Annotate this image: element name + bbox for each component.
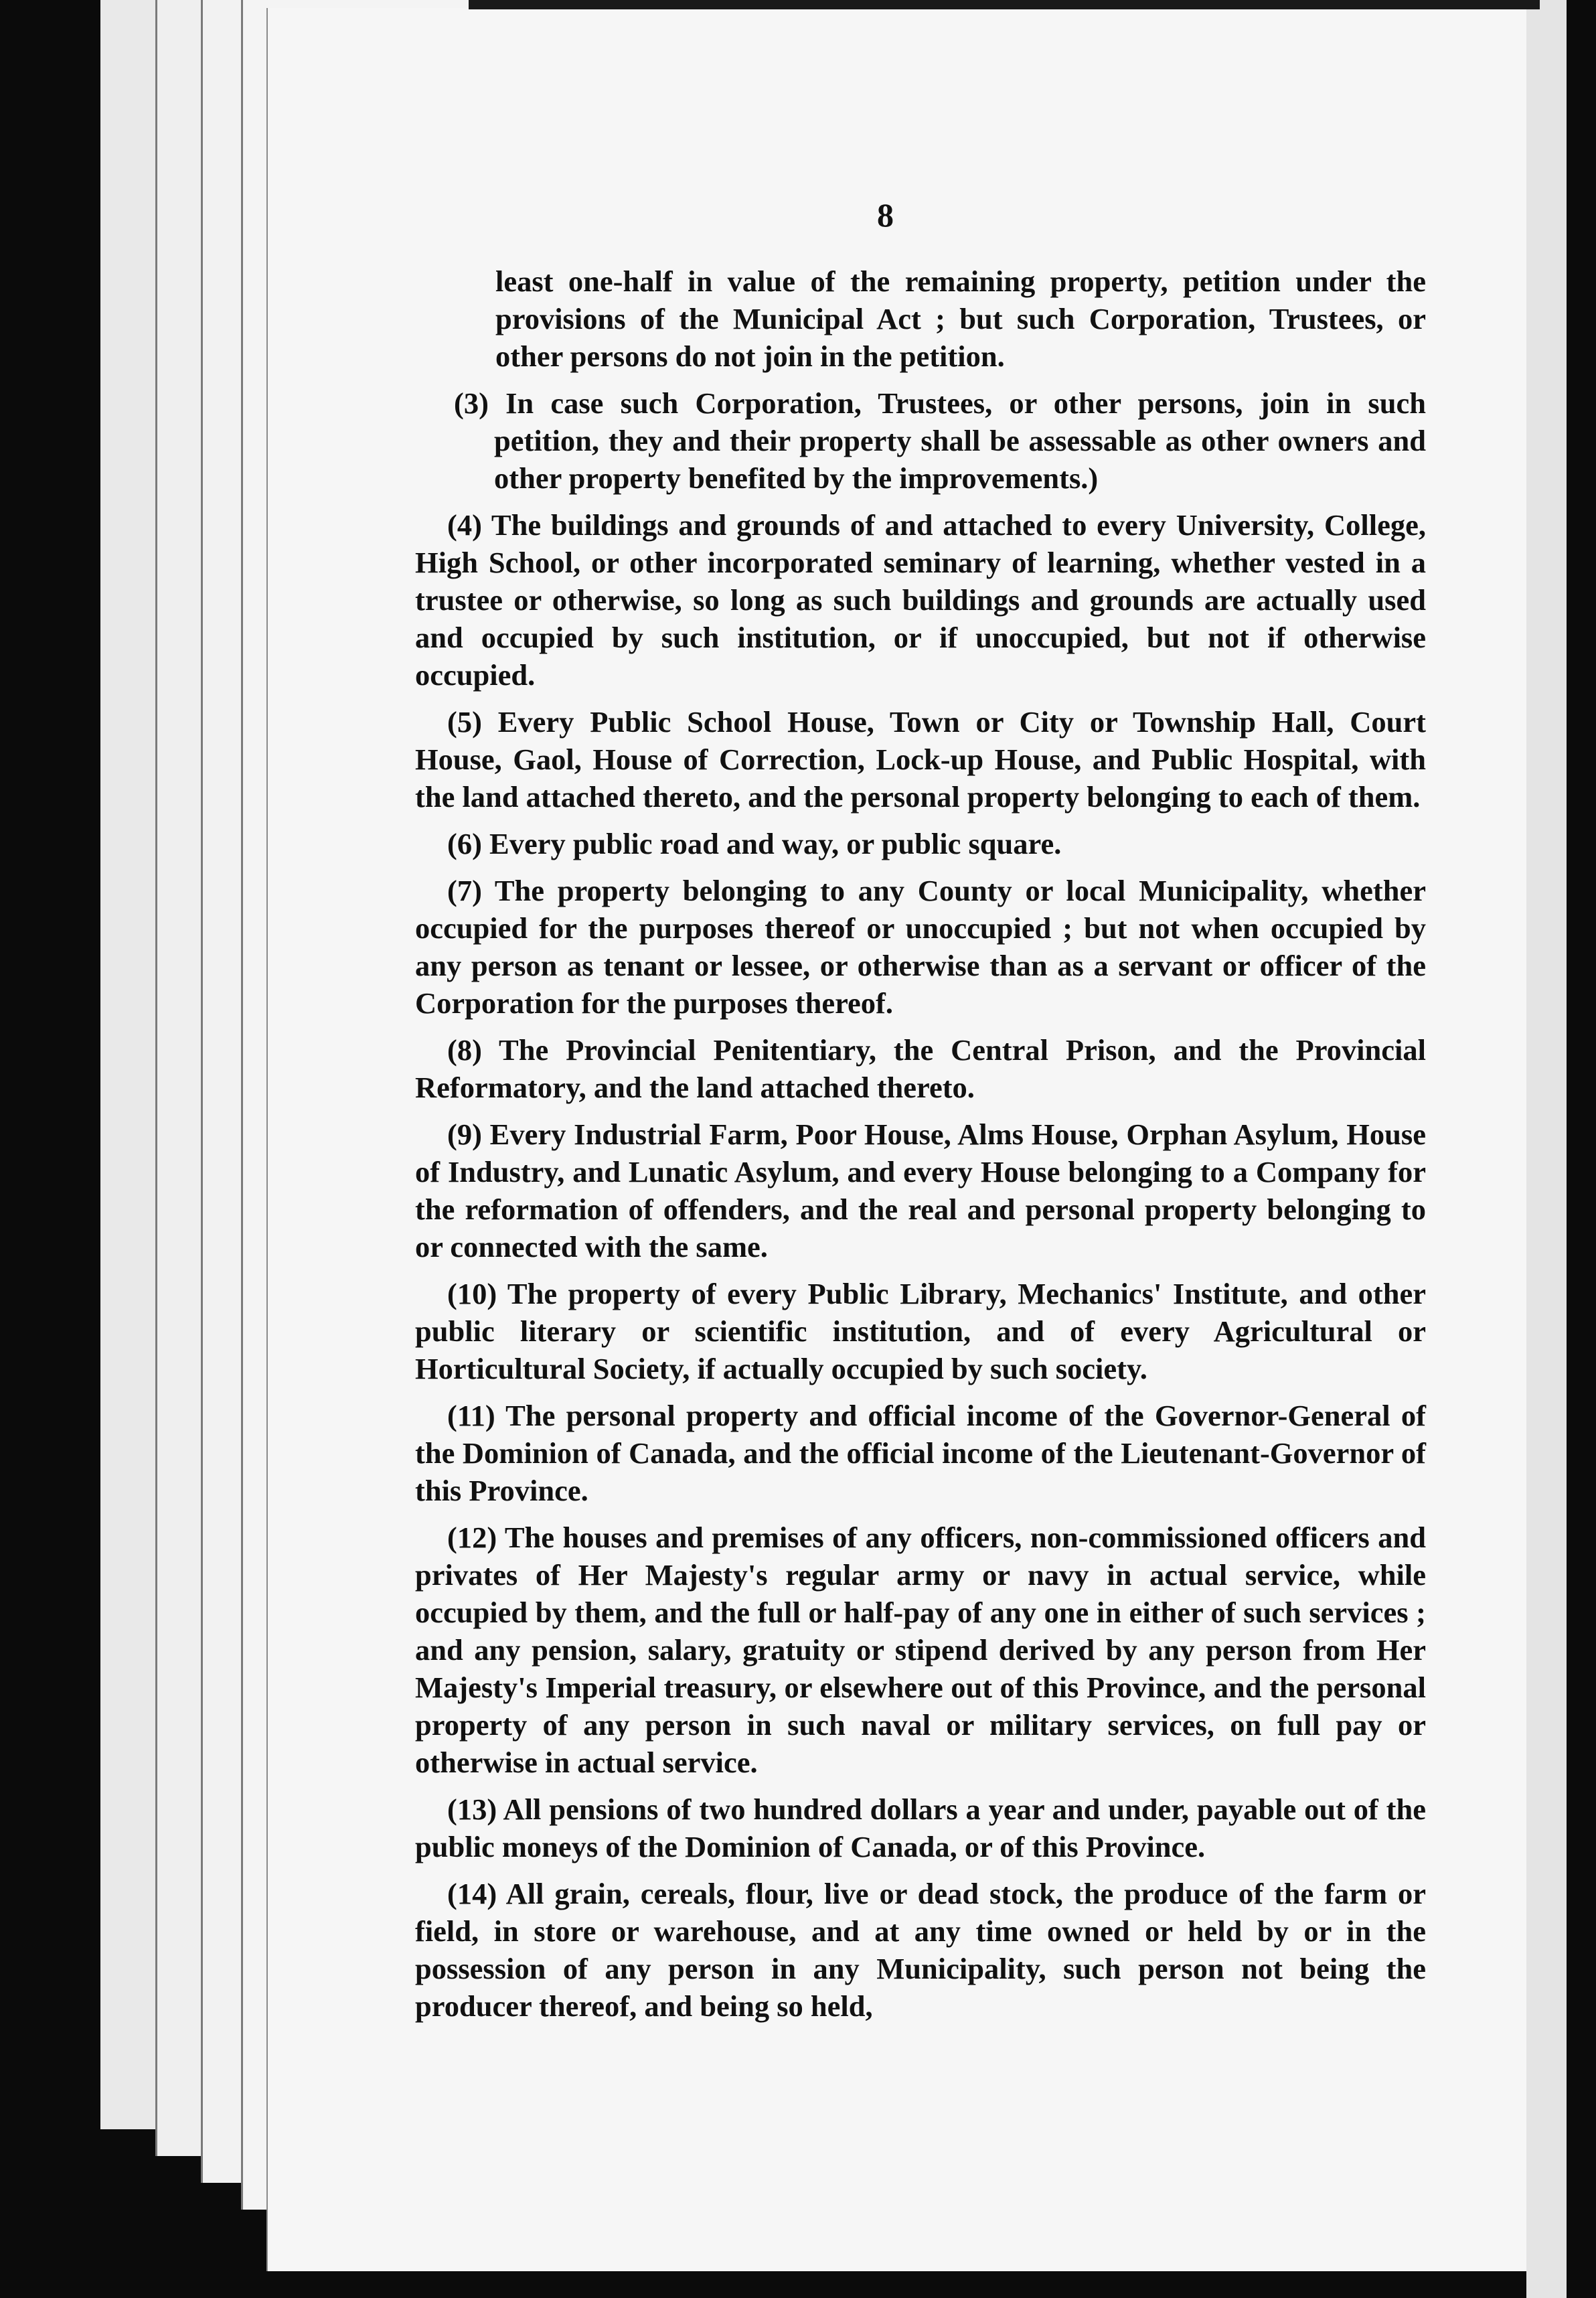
page-edge-line [201, 0, 203, 2183]
paragraph: (14) All grain, cereals, flour, live or dead stock, the produce of the farm or field, in store or warehouse, and at any time owned or held by or in the possession of any person in any Municipality, such person not being the producer thereof, and being so held, [415, 1877, 1426, 2023]
paragraph: (9) Every Industrial Farm, Poor House, Alms House, Orphan Asylum, House of Industry, and Lunatic Asylum, and every House belonging to a Company for the reformation of offenders, and the real and personal property belonging to or connected with the same. [415, 1118, 1426, 1263]
paragraph: (5) Every Public School House, Town or City or Township Hall, Court House, Gaol, House of Correction, Lock-up House, and Public Hospital, with the land attached thereto, and the personal property belonging to each of them. [415, 705, 1426, 814]
paragraph: (8) The Provincial Penitentiary, the Central Prison, and the Provincial Reformatory, and the land attached thereto. [415, 1033, 1426, 1104]
paragraph: (6) Every public road and way, or public square. [447, 827, 1062, 860]
paragraph: (3) In case such Corporation, Trustees, or other persons, join in such petition, they and their property shall be assessable as other owners and other property benefited by the improvements.) [454, 386, 1426, 495]
document-body [415, 262, 1426, 2034]
paragraph: (10) The property of every Public Library, Mechanics' Institute, and other public literary or scientific institution, and of every Agricultural or Horticultural Society, if actually occupied by such society. [415, 1277, 1426, 1385]
page-edge-line [155, 0, 157, 2156]
page-number: 8 [877, 196, 894, 234]
paragraph: (4) The buildings and grounds of and attached to every University, College, High School, or other incorporated seminary of learning, whether vested in a trustee or otherwise, so long as such buildings and grounds are actually used and occupied by such institution, or if unoccupied, but not if otherwise occupied. [415, 508, 1426, 692]
paragraph: (13) All pensions of two hundred dollars a year and under, payable out of the public moneys of the Dominion of Canada, or of this Province. [415, 1792, 1426, 1863]
page-right-margin [1526, 0, 1567, 2298]
page-edge-line [241, 0, 243, 2210]
paragraph: (7) The property belonging to any County or local Municipality, whether occupied for the purposes thereof or unoccupied ; but not when occupied by any person as tenant or lessee, or otherwise than as a servant or officer of the Corporation for the purposes thereof. [415, 874, 1426, 1020]
scan-top-border [469, 0, 1540, 9]
paragraph: least one-half in value of the remaining property, petition under the provisions of the Municipal Act ; but such Corporation, Trustees, or other persons do not join in the petition. [495, 264, 1426, 373]
paragraph: (12) The houses and premises of any officers, non-commissioned officers and privates of Her Majesty's regular army or navy in actual service, while occupied by them, and the full or half-pay of any one in either of such services ; and any pension, salary, gratuity or stipend derived by any person from Her Majesty's Imperial treasury, or elsewhere out of this Province, and the personal property of any person in such naval or military services, on full pay or otherwise in actual service. [415, 1521, 1426, 1779]
paragraph: (11) The personal property and official income of the Governor-General of the Dominion of Canada, and the official income of the Lieutenant-Governor of this Province. [415, 1399, 1426, 1507]
